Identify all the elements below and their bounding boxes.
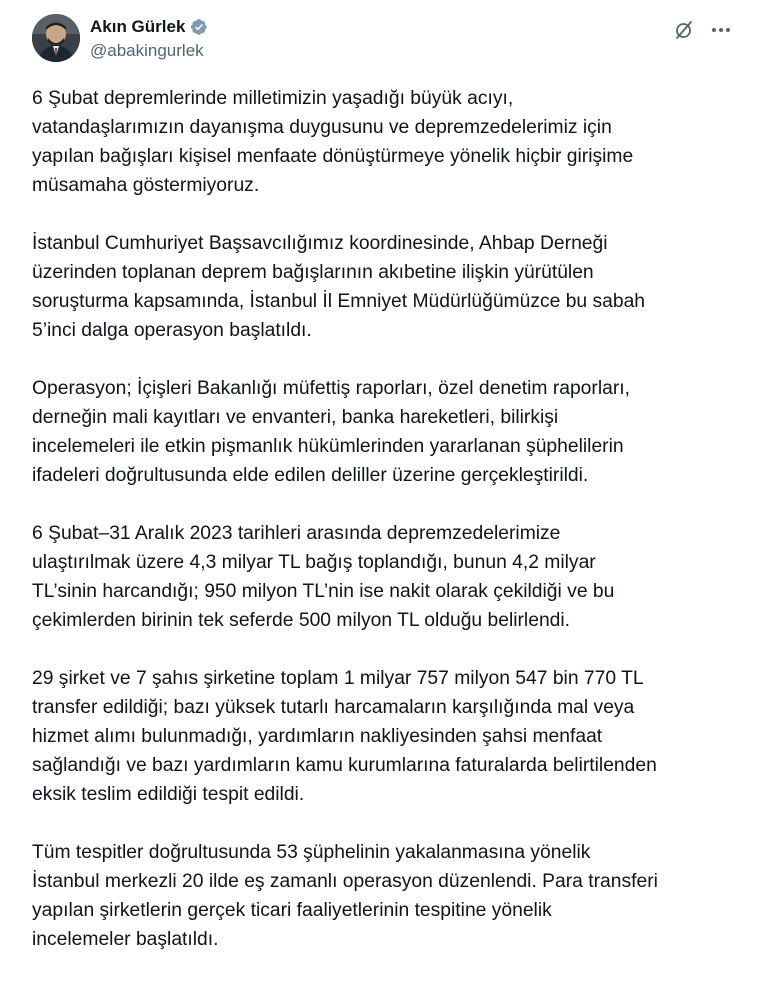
tweet-paragraph: 6 Şubat depremlerinde milletimizin yaşadığı büyük acıyı, vatandaşlarımızın dayanışma duygusunu ve depremzedelerimiz için yapılan bağışları kişisel menfaate dönüştürmeye yönelik hiçbir girişime müsamaha göstermiyoruz. [32, 88, 634, 196]
display-name-row [90, 16, 208, 38]
more-options-icon[interactable] [710, 20, 732, 40]
display-name[interactable]: Akın Gürlek [90, 17, 186, 36]
tweet-text [32, 84, 742, 954]
grok-icon[interactable] [674, 20, 694, 40]
verified-badge-icon [190, 18, 208, 36]
tweet-paragraph: Tüm tespitler doğrultusunda 53 şüphelinin yakalanmasına yönelik İstanbul merkezli 20 ilde eş zamanlı operasyon düzenlendi. Para transferi yapılan şirketlerin gerçek ticari faaliyetlerinin tespitine yönelik incelemeler başlatıldı. [32, 842, 658, 950]
tweet-header [32, 14, 732, 66]
tweet-paragraph: 29 şirket ve 7 şahıs şirketine toplam 1 milyar 757 milyon 547 bin 770 TL transfer edildiği; bazı yüksek tutarlı harcamaların karşılığında mal veya hizmet alımı bulunmadığı, yardımların nakliyesinden şahsi menfaat sağlandığı ve bazı yardımların kamu kurumlarına faturalarda belirtilenden eksik teslim edildiği tespit edildi. [32, 668, 657, 805]
author-handle[interactable]: @abakingurlek [90, 41, 204, 60]
tweet-paragraph: İstanbul Cumhuriyet Başsavcılığımız koordinesinde, Ahbap Derneği üzerinden toplanan deprem bağışlarının akıbetine ilişkin yürütülen soruşturma kapsamında, İstanbul İl Emniyet Müdürlüğümüzce bu sabah 5’inci dalga operasyon başlatıldı. [32, 233, 646, 341]
avatar[interactable] [32, 14, 80, 62]
author-names [90, 16, 208, 61]
tweet-paragraph: 6 Şubat–31 Aralık 2023 tarihleri arasında depremzedelerimize ulaştırılmak üzere 4,3 milyar TL bağış toplandığı, bunun 4,2 milyar TL’sinin harcandığı; 950 milyon TL’nin ise nakit olarak çekildiği ve bu çekimlerden birinin tek seferde 500 milyon TL olduğu belirlendi. [32, 523, 615, 631]
tweet-paragraph: Operasyon; İçişleri Bakanlığı müfettiş raporları, özel denetim raporları, derneğin mali kayıtları ve envanteri, banka hareketleri, bilirkişi incelemeleri ile etkin pişmanlık hükümlerinden yararlanan şüphelilerin ifadeleri doğrultusunda elde edilen deliller üzerine gerçekleştirildi. [32, 378, 630, 486]
